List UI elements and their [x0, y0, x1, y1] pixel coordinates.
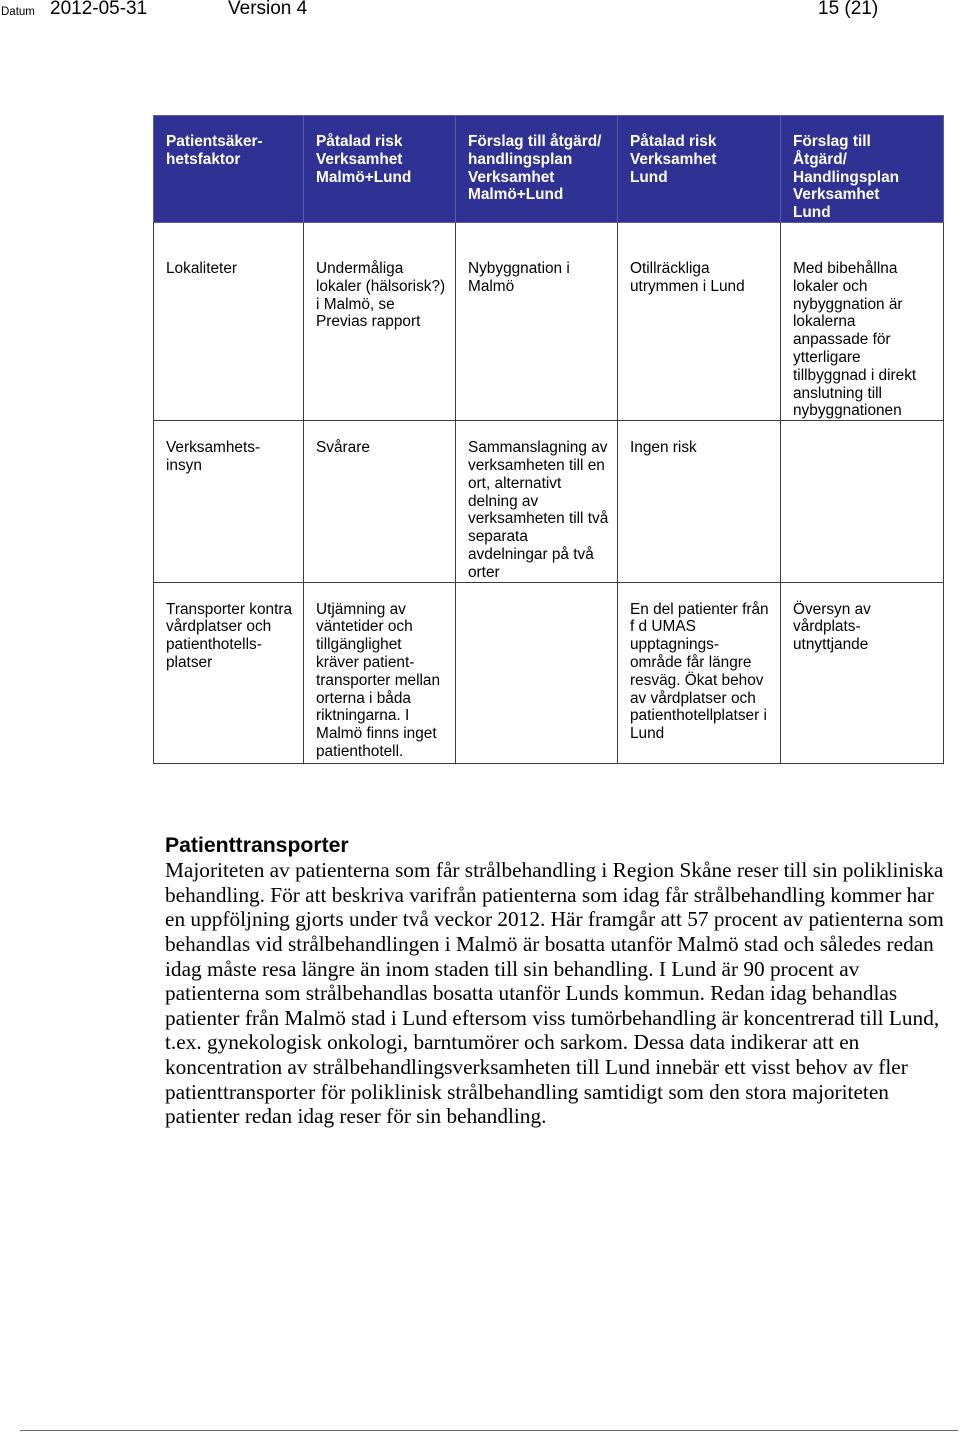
- table-cell-factor: Transporter kontra vårdplatser och patienthotells- platser: [154, 582, 304, 763]
- column-header-risk-lund: Påtalad risk Verksamhet Lund: [618, 116, 781, 223]
- paragraph-line: koncentration av strålbehandlingsverksamheten till Lund innebär ett visst behov av fler: [165, 1055, 908, 1080]
- section-paragraph: [165, 858, 955, 1129]
- column-header-factor: Patientsäker- hetsfaktor: [154, 116, 304, 223]
- table-cell-factor: Lokaliteter: [154, 223, 304, 421]
- paragraph-line: t.ex. gynekologisk onkologi, barntumörer och sarkom. Dessa data indikerar att en: [165, 1030, 860, 1055]
- paragraph-line: patienter redan idag reser för sin behandling.: [165, 1104, 547, 1129]
- paragraph-line: patienter från Malmö stad i Lund eftersom viss tumörbehandling är koncentrerad till Lund,: [165, 1005, 940, 1030]
- table-header-row: [154, 116, 944, 223]
- table-cell-risk-lund: Ingen risk: [618, 421, 781, 582]
- risk-table: [153, 115, 944, 764]
- paragraph-line: patienterna som strålbehandlas bosatta utanför Lunds kommun. Redan idag behandlas: [165, 981, 898, 1006]
- table-row: [154, 421, 944, 582]
- table-cell-risk-malmo-lund: Svårare: [304, 421, 456, 582]
- footer-rule: [20, 1430, 958, 1431]
- column-header-action-lund: Förslag till Åtgärd/ Handlingsplan Verksamhet Lund: [781, 116, 944, 223]
- date-label: Datum: [1, 6, 35, 18]
- paragraph-line: idag måste resa längre än inom staden till sin behandling. I Lund är 90 procent av: [165, 956, 860, 981]
- table-cell-action-malmo-lund: Nybyggnation i Malmö: [456, 223, 618, 421]
- table-cell-risk-lund: En del patienter från f d UMAS upptagnings- område får längre resväg. Ökat behov av vårdplatser och patienthotellplatser i Lund: [618, 582, 781, 763]
- table-cell-action-malmo-lund: Sammanslagning av verksamheten till en ort, alternativt delning av verksamheten till två separata avdelningar på två orter: [456, 421, 618, 582]
- column-header-risk-malmo-lund: Påtalad risk Verksamhet Malmö+Lund: [304, 116, 456, 223]
- paragraph-line: patienttransporter för poliklinisk strålbehandling samtidigt som den stora majoriteten: [165, 1079, 889, 1104]
- table-cell-risk-malmo-lund: Utjämning av väntetider och tillgänglighet kräver patient- transporter mellan orterna i båda riktningarna. I Malmö finns inget patienthotell.: [304, 582, 456, 763]
- table-cell-action-lund: Med bibehållna lokaler och nybyggnation är lokalerna anpassade för ytterligare tillbyggnad i direkt anslutning till nybyggnationen: [781, 223, 944, 421]
- document-version: Version 4: [228, 0, 308, 19]
- table-cell-action-lund: Översyn av vårdplats- utnyttjande: [781, 582, 944, 763]
- table-cell-action-malmo-lund: [456, 582, 618, 763]
- paragraph-line: behandling. För att beskriva varifrån patienterna som idag får strålbehandling kommer har: [165, 882, 934, 907]
- section-heading: Patienttransporter: [165, 833, 349, 857]
- table-cell-risk-malmo-lund: Undermåliga lokaler (hälsorisk?) i Malmö, se Previas rapport: [304, 223, 456, 421]
- table-cell-factor: Verksamhets- insyn: [154, 421, 304, 582]
- paragraph-line: en uppföljning gjorts under två veckor 2012. Här framgår att 57 procent av patienterna som: [165, 907, 944, 932]
- column-header-action-malmo-lund: Förslag till åtgärd/ handlingsplan Verksamhet Malmö+Lund: [456, 116, 618, 223]
- document-date: 2012-05-31: [50, 0, 148, 19]
- paragraph-line: Majoriteten av patienterna som får strålbehandling i Region Skåne reser till sin polikliniska: [165, 858, 944, 883]
- table-row: [154, 582, 944, 763]
- table-cell-risk-lund: Otillräckliga utrymmen i Lund: [618, 223, 781, 421]
- patient-transport-section: [165, 834, 955, 1129]
- table-row: [154, 223, 944, 421]
- paragraph-line: behandlas vid strålbehandlingen i Malmö är bosatta utanför Malmö stad och således redan: [165, 932, 934, 957]
- table-cell-action-lund: [781, 421, 944, 582]
- page-number: 15 (21): [818, 0, 879, 19]
